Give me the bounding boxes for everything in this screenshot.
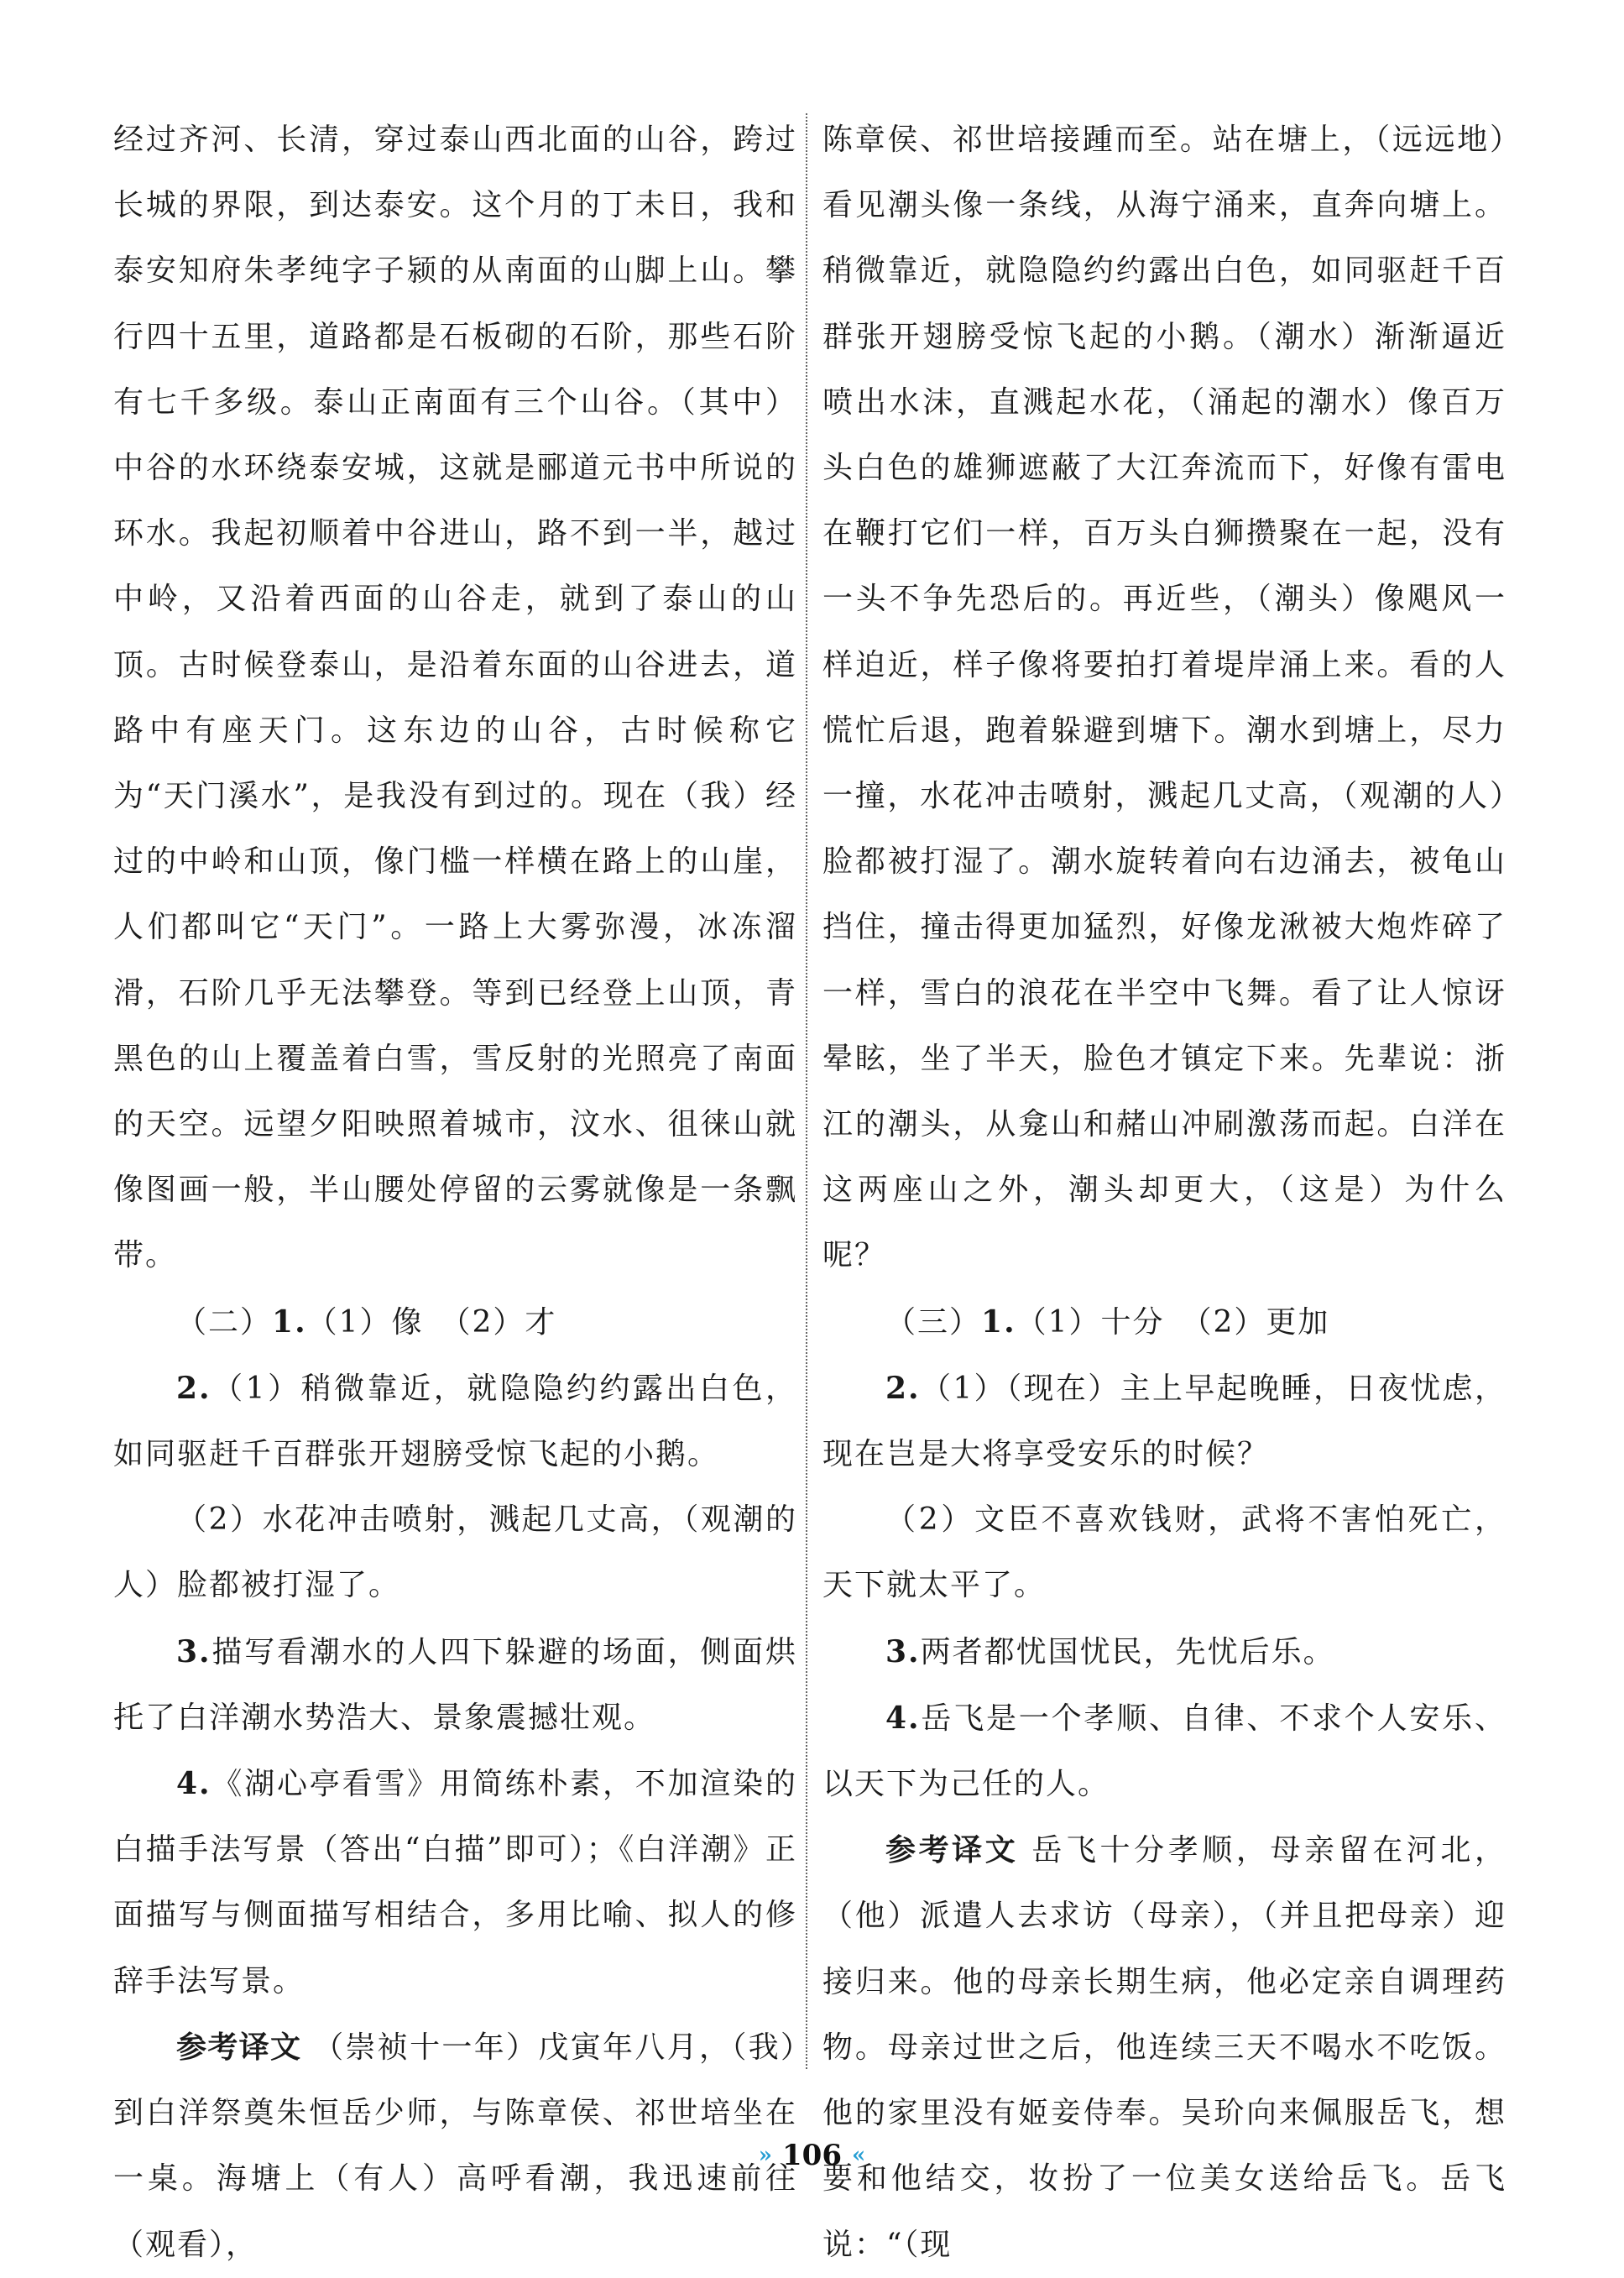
answer-text: 两者都忧国忧民，先忧后乐。 — [920, 1634, 1335, 1669]
translation-paragraph: 陈章侯、祁世培接踵而至。站在塘上，（远远地）看见潮头像一条线，从海宁涌来，直奔向塘上。稍微靠近，就隐隐约约露出白色，如同驱赶千百群张开翅膀受惊飞起的小鹅。（潮水）渐渐逼近喷出水沫，直溅起水花，（涌起的潮水）像百万头白色的雄狮遮蔽了大江奔流而下，好像有雷电在鞭打它们一样，百万头白狮攒聚在一起，没有一头不争先恐后的。再近些，（潮头）像飓风一样迫近，样子像将要拍打着堤岸涌上来。看的人慌忙后退，跑着躲避到塘下。潮水到塘上，尽力一撞，水花冲击喷射，溅起几丈高，（观潮的人）脸都被打湿了。潮水旋转着向右边涌去，被龟山挡住，撞击得更加猛烈，好像龙湫被大炮炸碎了一样，雪白的浪花在半空中飞舞。看了让人惊讶晕眩，坐了半天，脸色才镇定下来。先辈说：浙江的潮头，从龛山和赭山冲刷激荡而起。白洋在这两座山之外，潮头却更大，（这是）为什么呢？ — [822, 123, 1507, 1273]
column-divider — [806, 113, 807, 2069]
question-number: 1. — [981, 1304, 1016, 1340]
answer-item — [113, 1619, 797, 1751]
reference-text: 岳飞十分孝顺，母亲留在河北，（他）派遣人去求访（母亲），（并且把母亲）迎接归来。他的母亲长期生病，他必定亲自调理药物。母亲过世之后，他连续三天不喝水不吃饭。他的家里没有姬妾侍奉。吴玠向来佩服岳飞，想要和他结交，妆扮了一位美女送给岳飞。岳飞说：“（现 — [822, 1833, 1507, 2262]
answer-text: （2）水花冲击喷射，溅起几丈高，（观潮的人）脸都被打湿了。 — [113, 1502, 797, 1603]
reference-label: 参考译文 — [176, 2029, 302, 2065]
question-number: 4. — [176, 1766, 211, 1802]
question-number: 2. — [885, 1370, 921, 1406]
answer-item — [822, 1619, 1507, 1685]
reference-translation — [822, 1817, 1507, 2277]
answer-item — [113, 1356, 797, 1487]
question-number: 2. — [176, 1370, 211, 1406]
translation-paragraph: 经过齐河、长清，穿过泰山西北面的山谷，跨过长城的界限，到达泰安。这个月的丁未日，我和泰安知府朱孝纯字子颍的从南面的山脚上山。攀行四十五里，道路都是石板砌的石阶，那些石阶有七千多级。泰山正南面有三个山谷。（其中）中谷的水环绕泰安城，这就是郦道元书中所说的环水。我起初顺着中谷进山，路不到一半，越过中岭，又沿着西面的山谷走，就到了泰山的山顶。古时候登泰山，是沿着东面的山谷进去，道路中有座天门。这东边的山谷，古时候称它为“天门溪水”，是我没有到过的。现在（我）经过的中岭和山顶，像门槛一样横在路上的山崖，人们都叫它“天门”。一路上大雾弥漫，冰冻溜滑，石阶几乎无法攀登。等到已经登上山顶，青黑色的山上覆盖着白雪，雪反射的光照亮了南面的天空。远望夕阳映照着城市，汶水、徂徕山就像图画一般，半山腰处停留的云雾就像是一条飘带。 — [113, 123, 797, 1273]
reference-text: （崇祯十一年）戊寅年八月，（我）到白洋祭奠朱恒岳少师，与陈章侯、祁世培坐在一桌。海塘上（有人）高呼看潮，我迅速前往（观看）， — [113, 2030, 797, 2262]
answer-text: （1）稍微靠近，就隐隐约约露出白色，如同驱赶千百群张开翅膀受惊飞起的小鹅。 — [113, 1371, 797, 1472]
answer-item — [113, 1751, 797, 2014]
page-footer — [0, 2139, 1624, 2172]
section-label: （二） — [176, 1304, 273, 1340]
answer-text: （2）文臣不喜欢钱财，武将不害怕死亡，天下就太平了。 — [822, 1502, 1507, 1603]
reference-label: 参考译文 — [885, 1832, 1019, 1868]
section-label: （三） — [885, 1304, 982, 1340]
answer-text: （1）十分 （2）更加 — [1016, 1304, 1330, 1340]
answer-text: （1）（现在）主上早起晚睡，日夜忧虑，现在岂是大将享受安乐的时候？ — [822, 1371, 1507, 1472]
question-number: 4. — [885, 1700, 921, 1736]
answer-text: 《湖心亭看雪》用简练朴素，不加渲染的白描手法写景（答出“白描”即可）；《白洋潮》正面描写与侧面描写相结合，多用比喻、拟人的修辞手法写景。 — [113, 1767, 797, 1998]
answer-text: （1）像 （2）才 — [306, 1304, 557, 1340]
question-number: 3. — [885, 1633, 921, 1669]
right-column — [822, 107, 1507, 2278]
page-number: 106 — [782, 2139, 842, 2172]
question-number: 3. — [176, 1633, 211, 1669]
left-arrow-icon: » — [758, 2143, 772, 2168]
left-column — [113, 107, 797, 2278]
answer-item — [822, 1685, 1507, 1817]
right-arrow-icon: « — [851, 2143, 866, 2168]
answer-item — [822, 1356, 1507, 1487]
answer-item — [113, 1289, 797, 1356]
answer-text: 岳飞是一个孝顺、自律、不求个人安乐、以天下为己任的人。 — [822, 1701, 1507, 1802]
answer-text: 描写看潮水的人四下躲避的场面，侧面烘托了白洋潮水势浩大、景象震撼壮观。 — [113, 1634, 797, 1735]
answer-item — [822, 1289, 1507, 1356]
question-number: 1. — [272, 1304, 307, 1340]
